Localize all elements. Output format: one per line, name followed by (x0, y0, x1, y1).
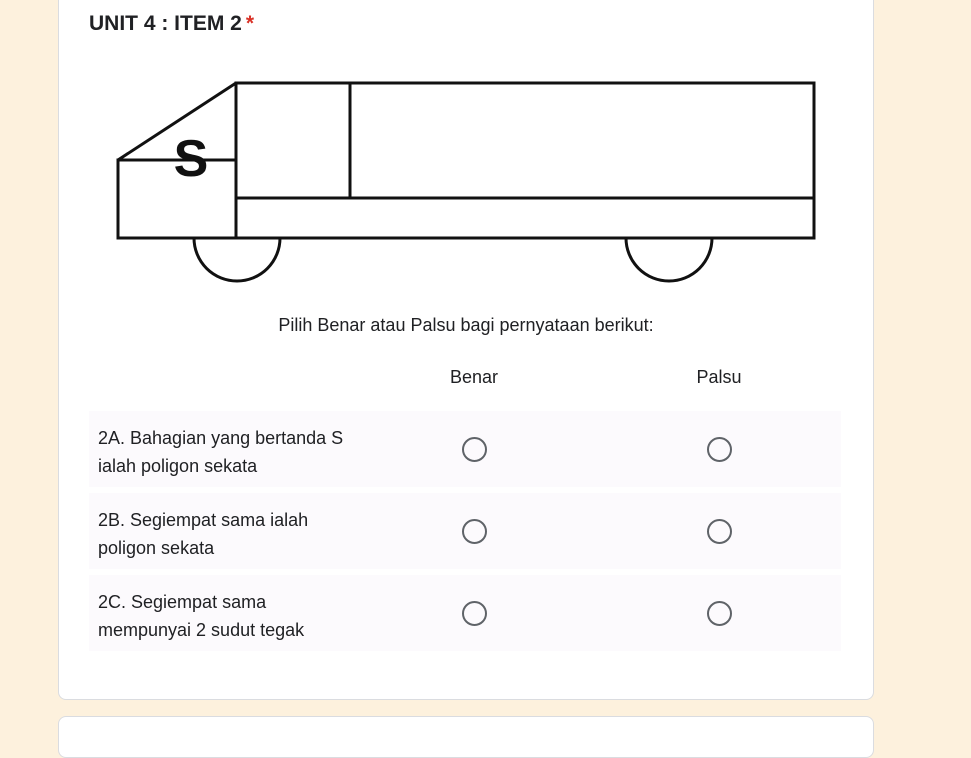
radio-palsu[interactable] (707, 601, 732, 626)
next-question-card (58, 716, 874, 758)
grid-row (89, 411, 841, 487)
instruction-text: Pilih Benar atau Palsu bagi pernyataan berikut: (278, 315, 654, 335)
truck-figure (0, 0, 971, 300)
grid-row (89, 493, 841, 569)
column-header-palsu: Palsu (696, 367, 742, 387)
radio-benar[interactable] (462, 601, 487, 626)
row-label: 2A. Bahagian yang bertanda S ialah poligon sekata (98, 428, 344, 476)
row-label: 2C. Segiempat sama mempunyai 2 sudut tegak (98, 592, 305, 640)
column-header-benar: Benar (449, 367, 499, 387)
radio-palsu[interactable] (707, 437, 732, 462)
radio-benar[interactable] (462, 519, 487, 544)
grid-row (89, 575, 841, 651)
figure-label-s: S (173, 130, 209, 188)
question-title: UNIT 4 : ITEM 2 * (89, 12, 255, 35)
radio-benar[interactable] (462, 437, 487, 462)
required-asterisk: * (245, 12, 255, 35)
radio-palsu[interactable] (707, 519, 732, 544)
row-label: 2B. Segiempat sama ialah poligon sekata (98, 510, 309, 558)
